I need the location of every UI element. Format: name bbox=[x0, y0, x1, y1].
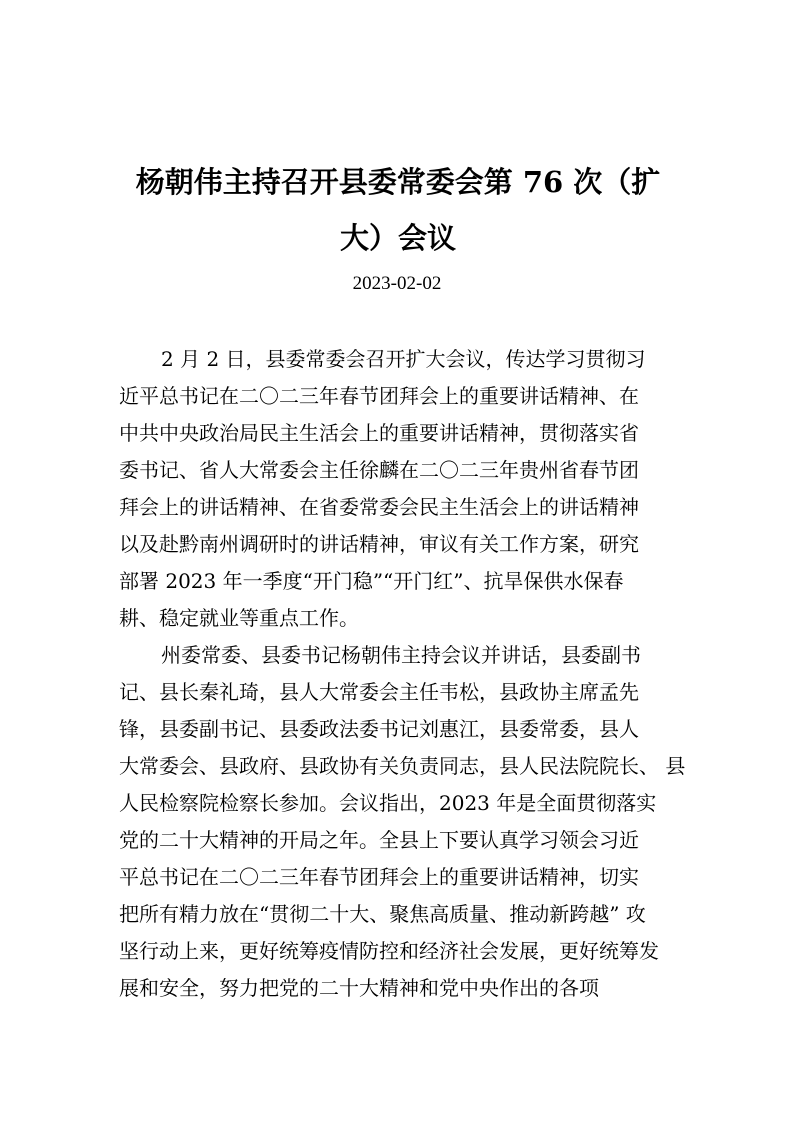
paragraph-2-line: 把所有精力放在“贯彻二十大、聚焦高质量、推动新跨越” 攻 bbox=[119, 902, 646, 926]
paragraph-1-line: 部署 2023 年一季度“开门稳”“开门红”、抗旱保供水保春 bbox=[119, 569, 624, 593]
paragraph-1-line: 委书记、省人大常委会主任徐麟在二〇二三年贵州省春节团 bbox=[119, 458, 639, 482]
article-body bbox=[119, 341, 686, 1007]
paragraph-2-line: 党的二十大精神的开局之年。全县上下要认真学习领会习近 bbox=[119, 828, 639, 852]
paragraph-1-line: 2 月 2 日，县委常委会召开扩大会议，传达学习贯彻习 bbox=[161, 347, 646, 371]
paragraph-2-line: 平总书记在二〇二三年春节团拜会上的重要讲话精神，切实 bbox=[119, 865, 639, 889]
paragraph-1-line: 中共中央政治局民主生活会上的重要讲话精神，贯彻落实省 bbox=[119, 421, 639, 445]
article-title bbox=[118, 154, 678, 266]
paragraph-1-line: 拜会上的讲话精神、在省委常委会民主生活会上的讲话精神 bbox=[119, 495, 639, 519]
paragraph-1-line: 耕、稳定就业等重点工作。 bbox=[119, 606, 359, 630]
paragraph-2-line: 展和安全，努力把党的二十大精神和党中央作出的各项 bbox=[119, 976, 599, 1000]
paragraph-2-line: 州委常委、县委书记杨朝伟主持会议并讲话，县委副书 bbox=[161, 643, 641, 667]
paragraph-2-line: 大常委会、县政府、县政协有关负责同志，县人民法院院长、 县 bbox=[119, 754, 686, 778]
paragraph-2-line: 坚行动上来，更好统筹疫情防控和经济社会发展，更好统筹发 bbox=[119, 939, 659, 963]
paragraph-1-line: 近平总书记在二〇二三年春节团拜会上的重要讲话精神、在 bbox=[119, 384, 639, 408]
article-title-line-1: 杨朝伟主持召开县委常委会第 76 次（扩 bbox=[135, 165, 661, 199]
paragraph-2-line: 人民检察院检察长参加。会议指出，2023 年是全面贯彻落实 bbox=[119, 791, 657, 815]
paragraph-2-line: 锋，县委副书记、县委政法委书记刘惠江，县委常委，县人 bbox=[119, 717, 639, 741]
paragraph-1-line: 以及赴黔南州调研时的讲话精神，审议有关工作方案，研究 bbox=[119, 532, 639, 556]
article-title-line-2: 大）会议 bbox=[339, 221, 456, 255]
article-date: 2023-02-02 bbox=[352, 273, 442, 294]
paragraph-2-line: 记、县长秦礼琦，县人大常委会主任韦松，县政协主席孟先 bbox=[119, 680, 639, 704]
